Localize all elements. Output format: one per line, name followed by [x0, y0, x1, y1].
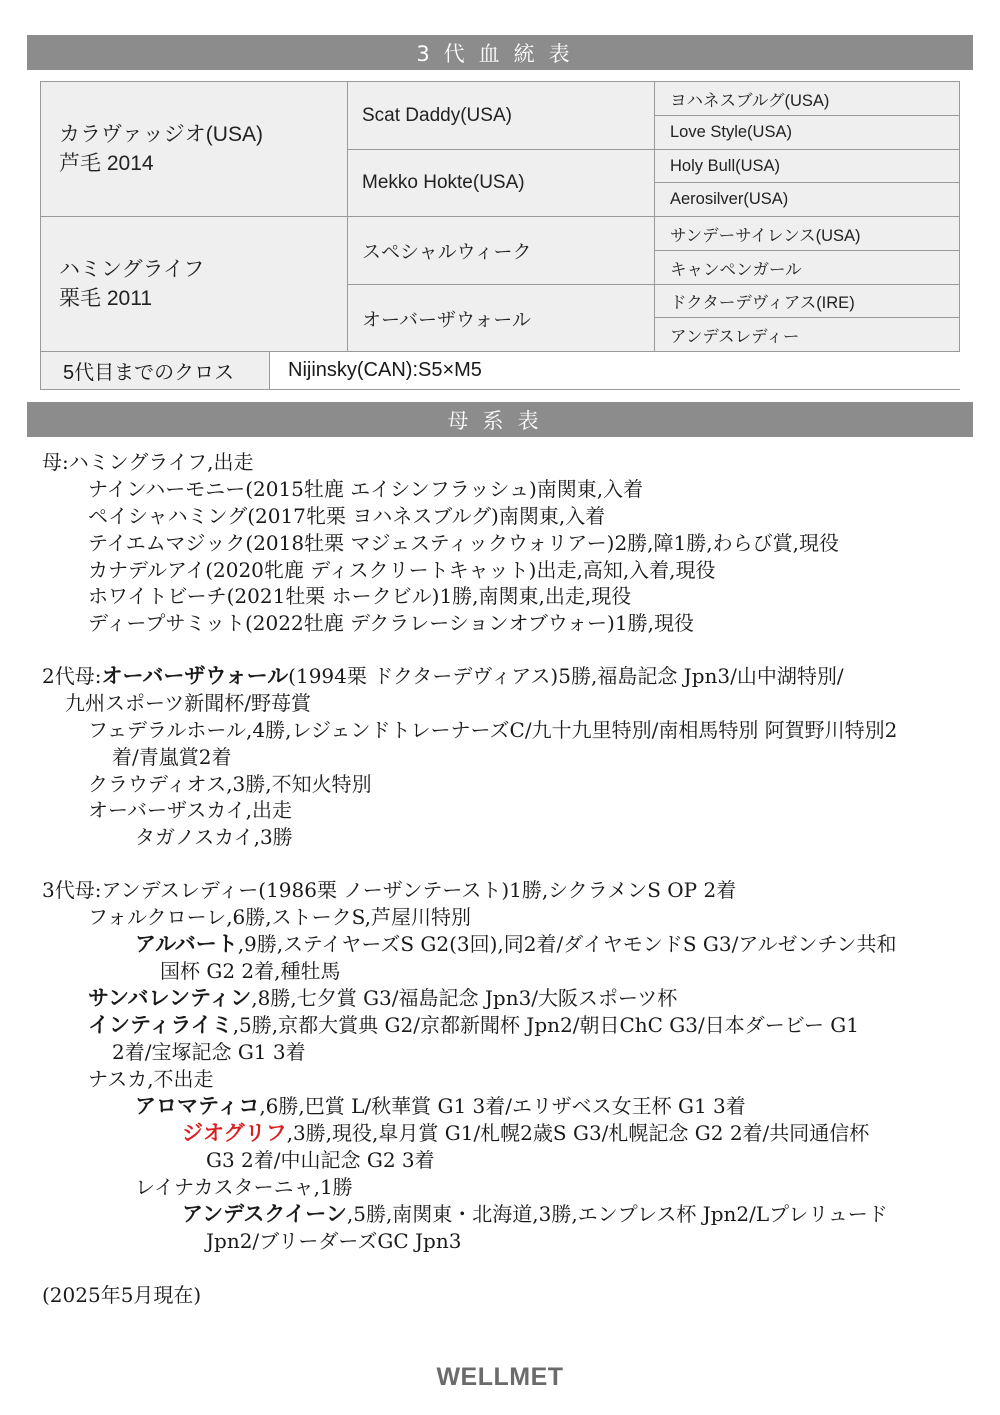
pedigree-header-text: 3代血統表	[416, 41, 584, 66]
g3-cell	[654, 115, 960, 149]
andesqueen-record: ,5勝,南関東・北海道,3勝,エンプレス杯 Jpn2/Lプレリュード	[346, 1202, 888, 1226]
intiraimi-line	[88, 1012, 859, 1038]
as-of-date: (2025年5月現在)	[42, 1283, 202, 1307]
g3-cell	[654, 284, 960, 317]
sire-cell	[41, 82, 347, 216]
g3-cell	[654, 149, 960, 182]
dam-foal: ディープサミット(2022牡鹿 デクラレーションオブウォー)1勝,現役	[88, 611, 694, 635]
g3-name: サンデーサイレンス(USA)	[670, 226, 861, 245]
cross-label-cell	[41, 351, 269, 389]
andesqueen-name: アンデスクイーン	[182, 1202, 347, 1226]
andesqueen-record-cont: Jpn2/ブリーダーズGC Jpn3	[206, 1229, 462, 1253]
sanvalentin-record: ,8勝,七夕賞 G3/福島記念 Jpn3/大阪スポーツ杯	[251, 986, 678, 1010]
third-dam-line: 3代母:アンデスレディー(1986栗 ノーザンテースト)1勝,シクラメンS OP 2着	[42, 878, 737, 902]
albert-name: アルバート	[135, 932, 238, 956]
second-dam-record-cont: 九州スポーツ新聞杯/野苺賞	[65, 691, 311, 715]
sire-sire: Scat Daddy(USA)	[362, 104, 512, 126]
aromatico-record: ,6勝,巴賞 L/秋華賞 G1 3着/エリザベス女王杯 G1 3着	[259, 1094, 746, 1118]
g3-name: キャンペンガール	[670, 260, 802, 279]
geoglyph-record: ,3勝,現役,皐月賞 G1/札幌2歳S G3/札幌記念 G2 2着/共同通信杯	[286, 1121, 870, 1145]
aromatico-line	[135, 1093, 746, 1119]
dam-detail: 栗毛 2011	[59, 287, 152, 310]
g3-cell	[654, 182, 960, 216]
aromatico-name: アロマティコ	[135, 1094, 260, 1118]
grand-foal: タガノスカイ,3勝	[135, 825, 293, 849]
family-header-text: 母系表	[447, 408, 553, 433]
dam-line: 母:ハミングライフ,出走	[42, 450, 254, 474]
cross-value-cell	[269, 351, 960, 389]
dam-foal: ペイシャハミング(2017牝栗 ヨハネスブルグ)南関東,入着	[88, 504, 606, 528]
sire-dam-cell	[347, 149, 654, 216]
geoglyph-line	[182, 1120, 869, 1146]
grand-foal: レイナカスターニャ,1勝	[135, 1175, 353, 1199]
g3-cell	[654, 216, 960, 250]
g3-cell	[654, 250, 960, 284]
dam-foal: テイエムマジック(2018牡栗 マジェスティックウォリアー)2勝,障1勝,わらび賞,現役	[88, 531, 839, 555]
sire-dam: Mekko Hokte(USA)	[362, 172, 525, 193]
g3-name: Holy Bull(USA)	[670, 156, 781, 175]
wellmet-logo: WELLMET	[436, 1363, 564, 1391]
sire-detail: 芦毛 2014	[59, 152, 154, 175]
sire-name: カラヴァッジオ(USA)	[59, 123, 263, 146]
second-dam-line	[42, 663, 844, 689]
second-dam-foal: クラウディオス,3勝,不知火特別	[88, 772, 372, 796]
albert-record-cont: 国杯 G2 2着,種牡馬	[160, 959, 341, 983]
g3-name: ヨハネスブルグ(USA)	[670, 91, 830, 110]
g3-name: アンデスレディー	[670, 327, 800, 346]
dam-dam-cell	[347, 284, 654, 351]
third-dam-foal: ナスカ,不出走	[88, 1067, 214, 1091]
pedigree-header	[27, 35, 973, 70]
second-dam-name: オーバーザウォール	[101, 664, 289, 688]
g3-name: ドクターデヴィアス(IRE)	[670, 294, 855, 312]
geoglyph-name: ジオグリフ	[182, 1121, 287, 1145]
second-dam-foal-cont: 着/青嵐賞2着	[112, 745, 232, 769]
second-dam-prefix: 2代母:	[42, 664, 102, 688]
second-dam-foal: オーバーザスカイ,出走	[88, 798, 292, 822]
geoglyph-record-cont: G3 2着/中山記念 G2 3着	[206, 1148, 435, 1172]
g3-cell	[654, 317, 960, 351]
dam-dam: オーバーザウォール	[362, 309, 531, 331]
g3-cell	[654, 82, 960, 115]
intiraimi-record: ,5勝,京都大賞典 G2/京都新聞杯 Jpn2/朝日ChC G3/日本ダービー G1	[232, 1013, 860, 1037]
sire-sire-cell	[347, 82, 654, 149]
third-dam-foal: フォルクローレ,6勝,ストークS,芦屋川特別	[88, 905, 471, 929]
andesqueen-line	[182, 1201, 888, 1227]
dam-sire: スペシャルウィーク	[362, 242, 532, 263]
dam-foal: ナインハーモニー(2015牡鹿 エイシンフラッシュ)南関東,入着	[88, 477, 644, 501]
cross-value: Nijinsky(CAN):S5×M5	[288, 359, 482, 381]
g3-name: Aerosilver(USA)	[670, 190, 789, 208]
cross-label: 5代目までのクロス	[63, 362, 235, 384]
second-dam-foal: フェデラルホール,4勝,レジェンドトレーナーズC/九十九里特別/南相馬特別 阿賀野川特別2	[88, 718, 898, 742]
second-dam-record: (1994栗 ドクターデヴィアス)5勝,福島記念 Jpn3/山中湖特別/	[288, 664, 844, 688]
dam-name: ハミングライフ	[59, 258, 205, 281]
albert-record: ,9勝,ステイヤーズS G2(3回),同2着/ダイヤモンドS G3/アルゼンチン共和	[237, 932, 897, 956]
sanvalentin-line	[88, 985, 677, 1011]
albert-line	[135, 931, 897, 957]
family-header	[27, 402, 973, 437]
intiraimi-record-cont: 2着/宝塚記念 G1 3着	[112, 1040, 306, 1064]
g3-name: Love Style(USA)	[670, 123, 792, 141]
dam-cell	[41, 216, 347, 351]
pedigree-table	[40, 81, 960, 390]
dam-sire-cell	[347, 216, 654, 284]
dam-foal: ホワイトビーチ(2021牡栗 ホークビル)1勝,南関東,出走,現役	[88, 584, 632, 608]
sanvalentin-name: サンバレンティン	[88, 986, 252, 1010]
dam-foal: カナデルアイ(2020牝鹿 ディスクリートキャット)出走,高知,入着,現役	[88, 558, 716, 582]
intiraimi-name: インティライミ	[88, 1013, 233, 1037]
